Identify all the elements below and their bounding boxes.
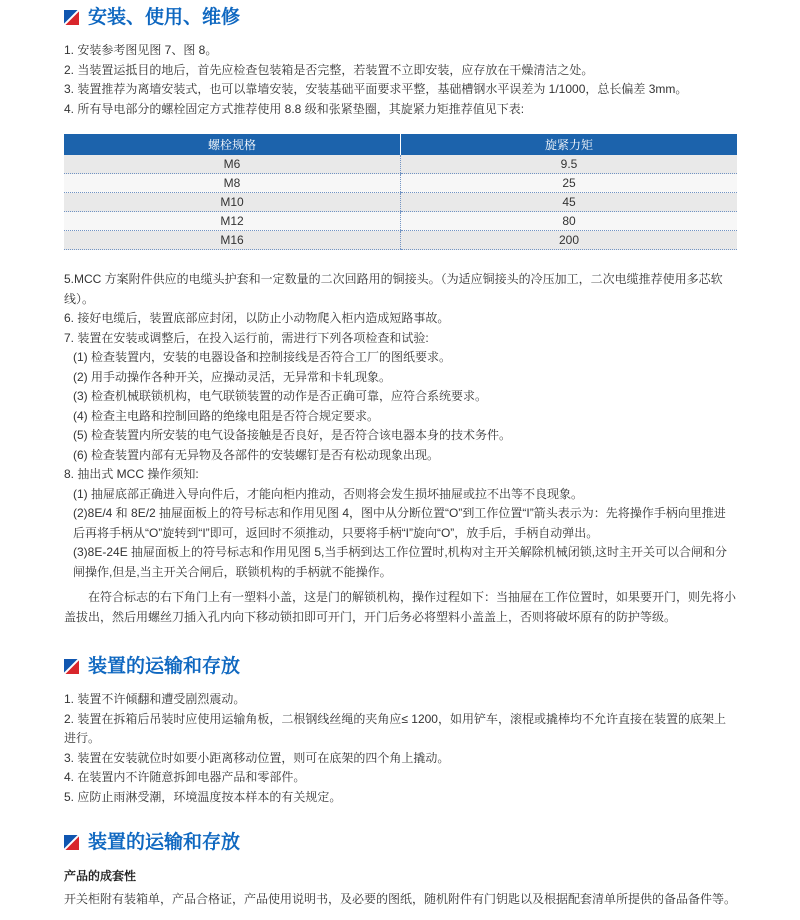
section-transport-storage	[64, 655, 737, 807]
list-item: 4. 所有导电部分的螺栓固定方式推荐使用 8.8 级和张紧垫圈，其旋紧力矩推荐值见下表:	[64, 101, 525, 116]
closing-paragraph: 在符合标志的右下角门上有一塑料小盖，这是门的解锁机构，操作过程如下：当抽屉在工作位置时，如果要开门，则先将小盖拔出，然后用螺丝刀插入孔内向下移动锁扣即可开门，开门后务必将塑料小盖盖上，否则将破坏原有的防护等级。	[64, 590, 737, 624]
sub-list-item: (2) 用手动操作各种开关，应操动灵活，无异常和卡轧现象。	[73, 369, 392, 384]
section-install-use-maintain	[64, 6, 737, 627]
table-header-row	[64, 134, 737, 155]
list-item: 1. 装置不许倾翻和遭受剧烈震动。	[64, 692, 246, 706]
sub-list-item: (5) 检查装置内所安装的电气设备接触是否良好，是否符合该电器本身的技术务件。	[73, 428, 512, 442]
list-item: 3. 装置在安装就位时如要小距离移动位置，则可在底架的四个角上撬动。	[64, 750, 450, 765]
sub-list-item: (3) 检查机械联锁机构，电气联锁装置的动作是否正确可靠，应符合系统要求。	[73, 389, 488, 403]
body-paragraph: 开关柜附有装箱单，产品合格证，产品使用说明书，及必要的图纸，随机附件有门钥匙以及根据配套清单所提供的备品备件等。	[64, 892, 737, 906]
sub-list-item: (1) 检查装置内，安装的电器设备和控制接线是否符合工厂的图纸要求。	[73, 350, 452, 364]
subsection-title: 产品的成套性	[64, 869, 137, 883]
column-header-torque: 旋紧力矩	[401, 134, 738, 155]
item7-sublist	[64, 348, 737, 465]
list-item: 1. 安装参考图见图 7、图 8。	[64, 43, 218, 57]
section-marker-icon	[64, 659, 79, 674]
list-item: 8. 抽出式 MCC 操作须知:	[64, 467, 199, 481]
list-item: 4. 在装置内不许随意拆卸电器产品和零部件。	[64, 770, 306, 784]
section1-title: 安装、使用、维修	[88, 7, 241, 28]
section1-heading	[64, 6, 737, 29]
torque-table	[64, 134, 737, 250]
item8-sublist	[64, 485, 737, 583]
section-completeness	[64, 831, 737, 910]
section3-heading	[64, 831, 737, 854]
cell-bolt-spec: M12	[64, 212, 401, 231]
cell-bolt-spec: M10	[64, 193, 401, 212]
cell-torque: 45	[401, 193, 738, 212]
sub-list-item: (6) 检查装置内部有无异物及各部件的安装螺钉是否有松动现象出现。	[73, 447, 440, 462]
list-item: 2. 装置在拆箱后吊装时应使用运输角板，二根钢线丝绳的夹角应≤ 1200，如用铲车，滚棍或撬棒均不允许直接在装置的底架上进行。	[64, 711, 726, 745]
cell-torque: 80	[401, 212, 738, 231]
list-item: 2. 当装置运抵目的地后，首先应检查包装箱是否完整，若装置不立即安装，应存放在干燥清洁之处。	[64, 62, 594, 77]
sub-list-item: (2)8E/4 和 8E/2 抽屉面板上的符号标志和作用见图 4，图中从分断位置“O”到工作位置“I”箭头表示为：先将操作手柄向里推进后再将手柄从“O”旋转到“I”即可，返回时不须推动，只要将手柄“I”旋向“O”，放手后，手柄自动弹出。	[73, 506, 726, 540]
list-item: 5. 应防止雨淋受潮，环境温度按本样本的有关规定。	[64, 789, 342, 804]
list-item: 5.MCC 方案附件供应的电缆头护套和一定数量的二次回路用的铜接头。（为适应铜接头的冷压加工，二次电缆推荐使用多芯软线）。	[64, 272, 723, 306]
sub-list-item: (3)8E-24E 抽屉面板上的符号标志和作用见图 5,当手柄到达工作位置时,机构对主开关解除机械闭锁,这时主开关可以合闸和分闸操作,但是,当主开关合闸后，联锁机构的手柄就不能操作。	[73, 545, 728, 579]
sub-list-item: (1) 抽屉底部正确进入导向件后，才能向柜内推动，否则将会发生损坏抽屉或拉不出等不良现象。	[73, 486, 584, 501]
sub-list-item: (4) 检查主电路和控制回路的绝缘电阻是否符合规定要求。	[73, 408, 380, 423]
list-item: 7. 装置在安装或调整后，在投入运行前，需进行下列各项检查和试验:	[64, 330, 429, 345]
table-row	[64, 174, 737, 193]
section-marker-icon	[64, 835, 79, 850]
cell-bolt-spec: M8	[64, 174, 401, 193]
cell-torque: 25	[401, 174, 738, 193]
cell-torque: 200	[401, 231, 738, 250]
table-row	[64, 231, 737, 250]
section2-heading	[64, 655, 737, 678]
table-row	[64, 193, 737, 212]
table-row	[64, 155, 737, 174]
cell-bolt-spec: M16	[64, 231, 401, 250]
list-item: 3. 装置推荐为离墙安装式，也可以靠墙安装，安装基础平面要求平整，基础槽钢水平误差为 1/1000，总长偏差 3mm。	[64, 82, 688, 96]
column-header-bolt-spec: 螺栓规格	[64, 134, 401, 155]
cell-bolt-spec: M6	[64, 155, 401, 174]
cell-torque: 9.5	[401, 155, 738, 174]
section3-title: 装置的运输和存放	[88, 832, 241, 853]
list-item: 6. 接好电缆后，装置底部应封闭，以防止小动物爬入柜内造成短路事故。	[64, 311, 450, 325]
table-row	[64, 212, 737, 231]
section-marker-icon	[64, 10, 79, 25]
section2-title: 装置的运输和存放	[88, 656, 241, 677]
